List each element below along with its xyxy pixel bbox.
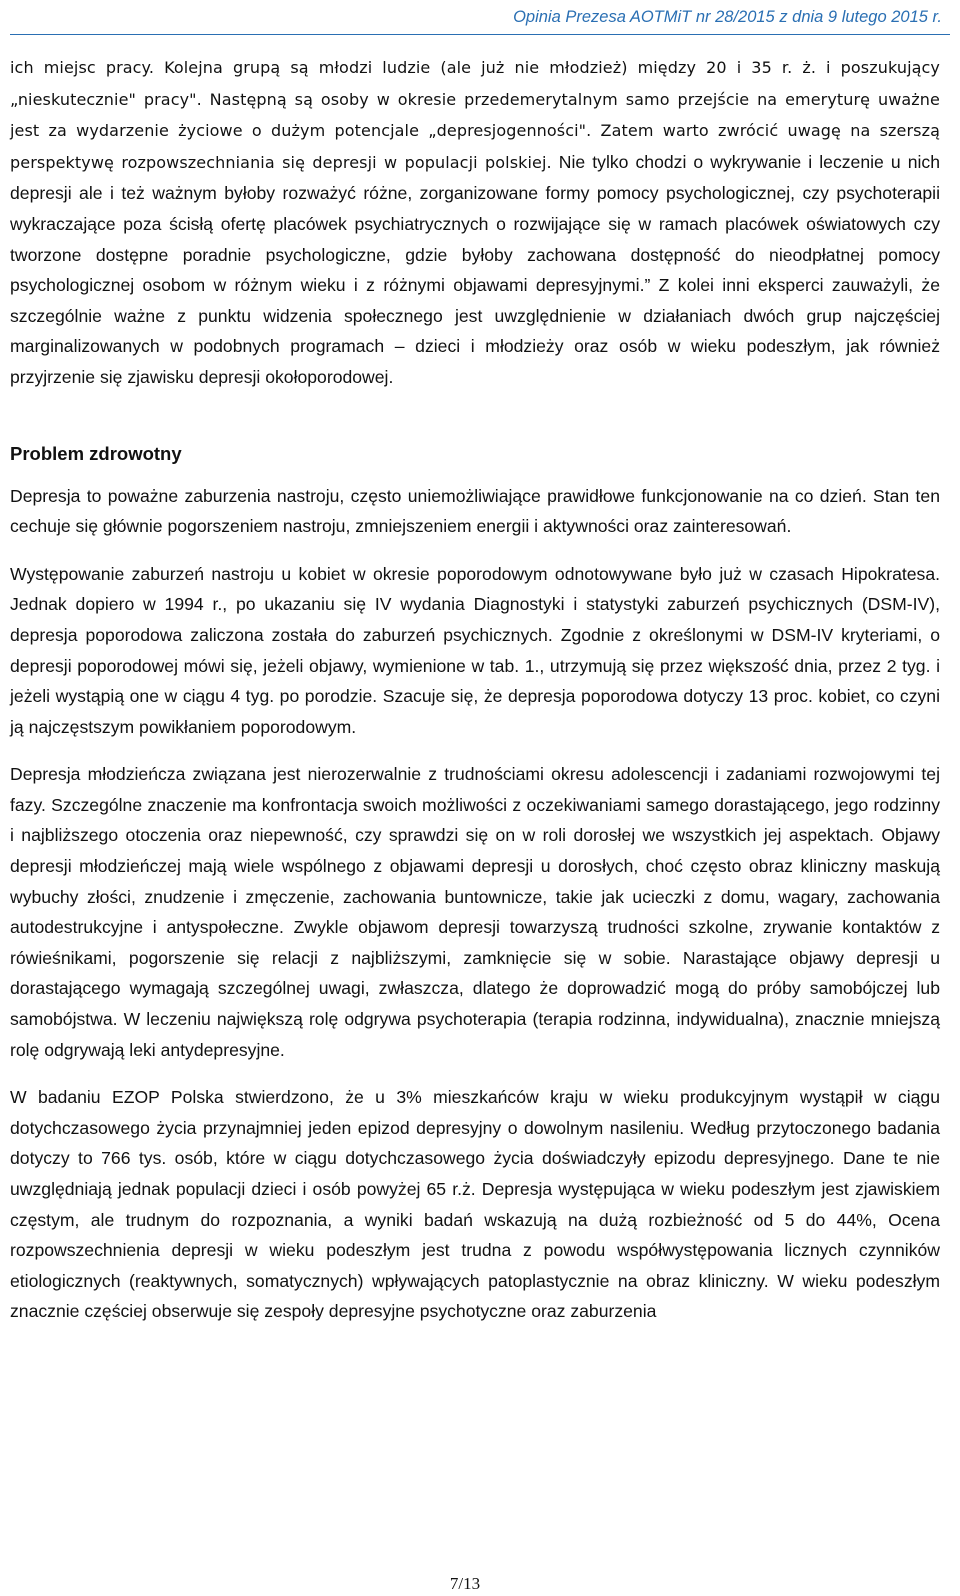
- page-number: 7/13: [449, 1574, 481, 1593]
- paragraph-adolescent: Depresja młodzieńcza związana jest nierozerwalnie z trudnościami okresu adolescencji i zadaniami rozwojowymi tej fazy. Szczególne znaczenie ma konfrontacja swoich możliwości z oczekiwaniami samego dorastającego, jego rodzinny i najbliższego otoczenia oraz niepewność, czy sprawdzi się on w roli dorosłej we wszystkich jej aspektach. Objawy depresji młodzieńczej mają wiele wspólnego z objawami depresji u dorosłych, choć często obraz kliniczny maskują wybuchy złości, znudzenie i zmęczenie, zachowania buntownicze, takie jak ucieczki z domu, wagary, zachowania autodestrukcyjne i antyspołeczne. Zwykle objawom depresji towarzyszą trudności szkolne, zrywanie kontaktów z rówieśnikami, pogorszenie się relacji z najbliższymi, zamknięcie się w sobie. Narastające objawy depresji u dorastającego wymagają szczególnej uwagi, zwłaszcza, dlatego że doprowadzić mogą do próby samobójczej lub samobójstwa. W leczeniu największą rolę odgrywa psychoterapia (terapia rodzinna, indywidualna), znacznie mniejszą rolę odgrywają leki antydepresyjne.: [10, 764, 940, 1060]
- header-divider: [10, 34, 950, 35]
- paragraph-intro-lead: ich miejsc pracy. Kolejna grupą są młodzi ludzie (ale już nie młodzież) między 20 i 35 r. ż. i poszukujący „nieskutecznie" pracy". Następną są osoby w okresie przedemerytalnym samo przejście na emeryturę uważne jest za wydarzenie życiowe o dużym potencjale „depresjogenności". Zatem warto zwrócić uwagę na szerszą perspektywę rozpowszechniania się depresji w populacji polskiej.: [10, 58, 940, 172]
- paragraph-definition: Depresja to poważne zaburzenia nastroju, często uniemożliwiające prawidłowe funkcjonowanie na co dzień. Stan ten cechuje się głównie pogorszeniem nastroju, zmniejszeniem energii i aktywności oraz zainteresowań.: [10, 485, 940, 537]
- paragraph-postpartum: Występowanie zaburzeń nastroju u kobiet w okresie poporodowym odnotowywane było już w czasach Hipokratesa. Jednak dopiero w 1994 r., po ukazaniu się IV wydania Diagnostyki i statystyki zaburzeń psychicznych (DSM-IV), depresja poporodowa zaliczona została do zaburzeń psychicznych. Zgodnie z określonymi w DSM-IV kryteriami, o depresji poporodowej mówi się, jeżeli objawy, wymienione w tab. 1., utrzymują się przez większość dnia, przez 2 tyg. i jeżeli wystąpią one w ciągu 4 tyg. po porodzie. Szacuje się, że depresja poporodowa dotyczy 13 proc. kobiet, co czyni ją najczęstszym powikłaniem poporodowym.: [10, 563, 940, 737]
- section-heading: Problem zdrowotny: [10, 442, 182, 464]
- paragraph-intro: [10, 52, 940, 393]
- paragraph-intro-rest: Nie tylko chodzi o wykrywanie i leczenie u nich depresji ale i też ważnym byłoby rozważyć różne, zorganizowane formy pomocy psychologicznej, czy psychoterapii wykraczające poza ścisłą ofertę placówek psychiatrycznych o rozwijające się w ramach placówek oświatowych czy tworzone dostępne poradnie psychologiczne, gdzie byłoby zachowana dostępność do nieodpłatnej pomocy psychologicznej osobom w różnym wieku i z różnymi objawami depresyjnymi.” Z kolei inni eksperci zauważyli, że szczególnie ważne z punktu widzenia społecznego jest uwzględnienie w działaniach dwóch grup najczęściej marginalizowanych w podobnych programach – dzieci i młodzieży oraz osób w wieku podeszłym, jak również przyjrzenie się zjawisku depresji okołoporodowej.: [10, 151, 940, 387]
- running-header: Opinia Prezesa AOTMiT nr 28/2015 z dnia 9 lutego 2015 r.: [513, 8, 942, 26]
- paragraph-prevalence: W badaniu EZOP Polska stwierdzono, że u 3% mieszkańców kraju w wieku produkcyjnym wystąpił w ciągu dotychczasowego życia przynajmniej jeden epizod depresyjny o dowolnym nasileniu. Według przytoczonego badania dotyczy to 766 tys. osób, które w ciągu dotychczasowego życia doświadczyły epizodu depresyjnego. Dane te nie uwzględniają jednak populacji dzieci i osób powyżej 65 r.ż. Depresja występująca w wieku podeszłym jest zjawiskiem częstym, ale trudnym do rozpoznania, a wyniki badań wskazują na dużą rozbieżność od 5 do 44%, Ocena rozpowszechnienia depresji w wieku podeszłym jest trudna z powodu współwystępowania licznych czynników etiologicznych (reaktywnych, somatycznych) wpływających patoplastycznie na obraz kliniczny. W wieku podeszłym znacznie częściej obserwuje się zespoły depresyjne psychotyczne oraz zaburzenia: [10, 1087, 940, 1322]
- document-body: [10, 52, 940, 1344]
